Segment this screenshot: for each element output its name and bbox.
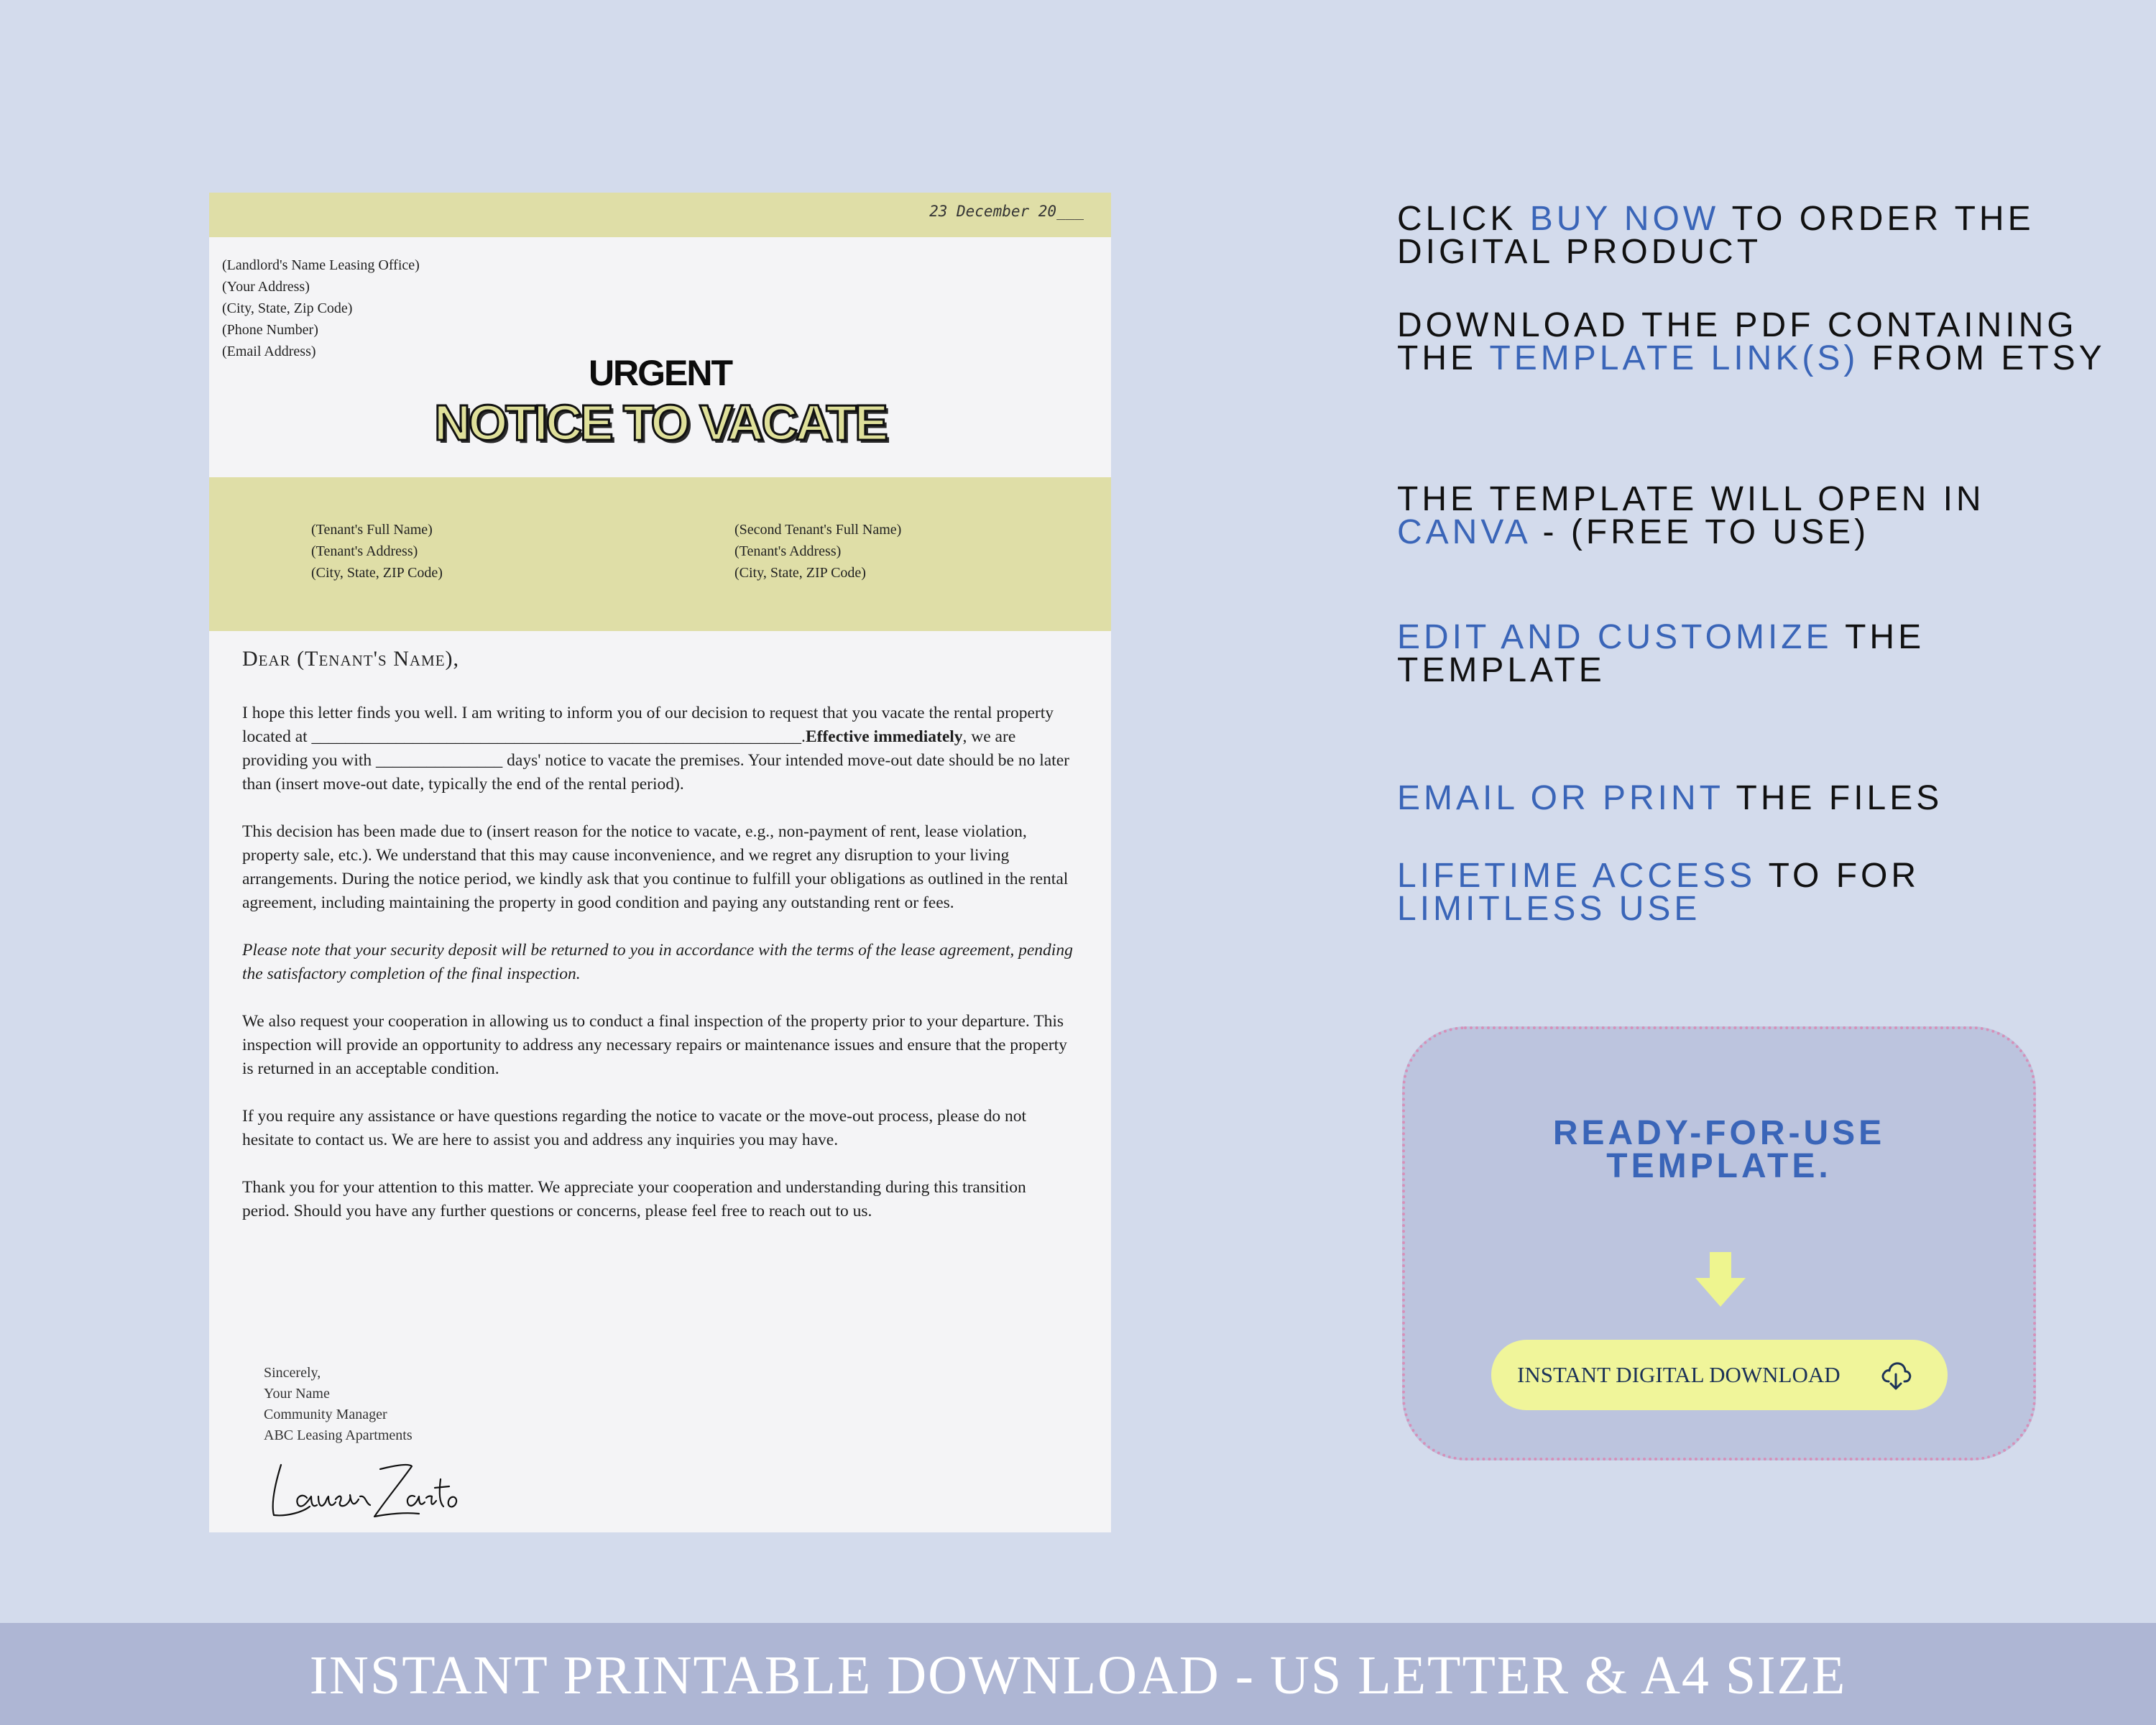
- sender-line: (Landlord's Name Leasing Office): [222, 257, 420, 273]
- tenant-line: (Tenant's Address): [734, 543, 842, 559]
- instant-download-button[interactable]: [1491, 1340, 1948, 1410]
- step-text: FROM ETSY: [1858, 339, 2106, 377]
- sender-line: (Phone Number): [222, 322, 318, 338]
- tenant-line: (Tenant's Full Name): [311, 522, 433, 538]
- closing-line: Your Name: [264, 1386, 330, 1402]
- letter-greeting: Dear (Tenant's Name),: [242, 647, 460, 671]
- tenant-line: (Tenant's Address): [311, 543, 418, 559]
- step-text: THE TEMPLATE WILL OPEN IN: [1397, 480, 1985, 518]
- step-highlight: TEMPLATE LINK(S): [1489, 339, 1859, 377]
- step-text: CLICK: [1397, 200, 1530, 238]
- signature-image: [265, 1455, 466, 1527]
- sender-address: [222, 254, 420, 362]
- footer-text: INSTANT PRINTABLE DOWNLOAD - US LETTER & A4 SIZE: [309, 1645, 1847, 1706]
- step-highlight: EDIT AND CUSTOMIZE: [1397, 618, 1833, 656]
- step-email-print: [1397, 779, 2116, 817]
- step-highlight: BUY NOW: [1529, 200, 1720, 238]
- step-text: - (FREE TO USE): [1529, 513, 1870, 551]
- step-lifetime-access: [1397, 857, 2116, 928]
- second-tenant-address: [734, 519, 901, 584]
- paragraph-text: I hope this letter finds you well. I am writing to inform you of our decision to request that you vacate the rental property located at __________________________________________________________.: [242, 704, 1054, 746]
- step-text: TO ORDER THE DIGITAL PRODUCT: [1397, 200, 2035, 271]
- step-highlight: LIFETIME ACCESS: [1397, 857, 1756, 895]
- footer-banner: [0, 1623, 2156, 1725]
- paragraph: This decision has been made due to (insert reason for the notice to vacate, e.g., non-payment of rent, lease violation, property sale, etc.). We understand that this may cause inconvenience, and we regret any disruption to your living arrangements. During the notice period, we kindly ask that you continue to fulfill your obligations as outlined in the rental agreement, including maintaining the property in good condition and paying any outstanding rent or fees.: [242, 822, 1069, 912]
- step-text: DOWNLOAD THE PDF CONTAINING THE: [1397, 306, 2078, 377]
- deposit-note: Please note that your security deposit will be returned to you in accordance with the terms of the lease agreement, pending the satisfactory completion of the final inspection.: [242, 941, 1073, 983]
- step-highlight: LIMITLESS USE: [1397, 890, 1701, 928]
- step-highlight: CANVA: [1397, 513, 1530, 551]
- urgent-heading: URGENT: [588, 353, 732, 393]
- letter-closing: [264, 1363, 413, 1446]
- closing-line: Community Manager: [264, 1407, 387, 1422]
- step-text: TO FOR: [1756, 857, 1920, 895]
- step-download-pdf: [1397, 306, 2116, 377]
- sender-line: (City, State, Zip Code): [222, 300, 353, 316]
- card-title: [1405, 1114, 2033, 1185]
- cloud-download-icon: [1879, 1360, 1912, 1392]
- step-buy-now: [1397, 200, 2116, 271]
- paragraph: We also request your cooperation in allowing us to conduct a final inspection of the property prior to your departure. This inspection will provide an opportunity to address any necessary repairs or maintenance issues and ensure that the property is returned in an acceptable condition.: [242, 1012, 1067, 1078]
- emphasis-text: Effective immediately: [805, 727, 963, 746]
- letter-body: [242, 702, 1076, 1247]
- step-highlight: EMAIL OR PRINT: [1397, 779, 1724, 817]
- notice-title: NOTICE TO VACATE: [434, 395, 886, 451]
- paragraph: [242, 939, 1076, 986]
- sender-line: (Your Address): [222, 279, 310, 295]
- step-text: THE TEMPLATE: [1397, 618, 1925, 689]
- step-edit-customize: [1397, 618, 2116, 689]
- tenant-address: [311, 519, 443, 584]
- letter-document: [209, 193, 1111, 1532]
- closing-line: Sincerely,: [264, 1365, 321, 1381]
- tenant-line: (Second Tenant's Full Name): [734, 522, 902, 538]
- download-button-label: INSTANT DIGITAL DOWNLOAD: [1517, 1362, 1841, 1387]
- paragraph-text: , we are providing you with _______________ days' notice to vacate the premises. Your intended move-out date should be no later than (insert move-out date, typically the end of the rental period).: [242, 727, 1069, 794]
- down-arrow-icon: [1695, 1252, 1746, 1307]
- letter-date: 23 December 20___: [929, 203, 1084, 220]
- paragraph: [242, 702, 1076, 796]
- step-open-canva: [1397, 480, 2116, 551]
- tenant-line: (City, State, ZIP Code): [734, 565, 866, 581]
- download-card: [1402, 1026, 2036, 1460]
- step-text: THE FILES: [1723, 779, 1943, 817]
- sender-line: (Email Address): [222, 344, 316, 359]
- tenant-line: (City, State, ZIP Code): [311, 565, 443, 581]
- tenant-band: [209, 477, 1111, 631]
- paragraph: Thank you for your attention to this matter. We appreciate your cooperation and understanding during this transition period. Should you have any further questions or concerns, please feel free to reach out to us.: [242, 1178, 1026, 1220]
- closing-line: ABC Leasing Apartments: [264, 1427, 413, 1443]
- paragraph: If you require any assistance or have questions regarding the notice to vacate or the move-out process, please do not hesitate to contact us. We are here to assist you and address any inquiries you may have.: [242, 1107, 1027, 1149]
- card-title-line: READY-FOR-USE: [1552, 1114, 1886, 1152]
- card-title-line: TEMPLATE.: [1606, 1147, 1832, 1185]
